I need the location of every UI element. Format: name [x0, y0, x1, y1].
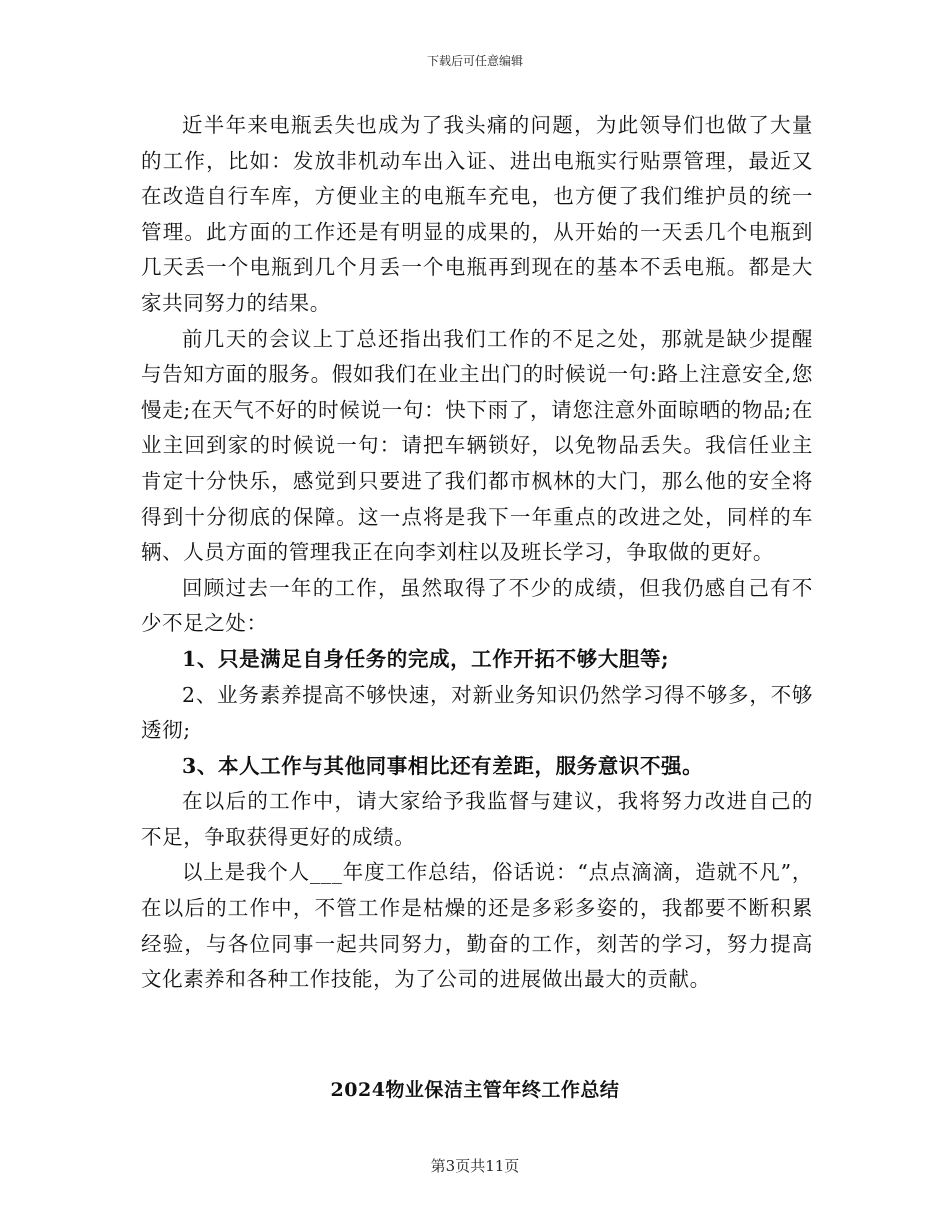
document-body: [141, 108, 813, 998]
paragraph-meeting-feedback: 前几天的会议上丁总还指出我们工作的不足之处，那就是缺少提醒与告知方面的服务。假如我们在业主出门的时候说一句:路上注意安全,您慢走;在天气不好的时候说一句：快下雨了，请您注意外面晾晒的物品;在业主回到家的时候说一句：请把车辆锁好，以免物品丢失。我信任业主肯定十分快乐，感觉到只要进了我们都市枫林的大门，那么他的安全将得到十分彻底的保障。这一点将是我下一年重点的改进之处，同样的车辆、人员方面的管理我正在向李刘柱以及班长学习，争取做的更好。: [141, 326, 813, 565]
section-title: 2024物业保洁主管年终工作总结: [330, 1079, 620, 1101]
paragraph-future-work: 在以后的工作中，请大家给予我监督与建议，我将努力改进自己的不足，争取获得更好的成绩。: [141, 789, 813, 849]
list-item-shortcoming-2: 2、业务素养提高不够快速，对新业务知识仍然学习得不够多，不够透彻;: [141, 682, 813, 743]
paragraph-conclusion: 以上是我个人___年度工作总结，俗话说：“点点滴滴，造就不凡”，在以后的工作中，不管工作是枯燥的还是多彩多姿的，我都要不断积累经验，与各位同事一起共同努力，勤奋的工作，刻苦的学习，努力提高文化素养和各种工作技能，为了公司的进展做出最大的贡献。: [141, 860, 813, 992]
paragraph-battery-theft: 近半年来电瓶丢失也成为了我头痛的问题，为此领导们也做了大量的工作，比如：发放非机动车出入证、进出电瓶实行贴票管理，最近又在改造自行车库，方便业主的电瓶车充电，也方便了我们维护员的统一管理。此方面的工作还是有明显的成果的，从开始的一天丢几个电瓶到几天丢一个电瓶到几个月丢一个电瓶再到现在的基本不丢电瓶。都是大家共同努力的结果。: [141, 113, 813, 315]
list-item-shortcoming-1: 1、只是满足自身任务的完成，工作开拓不够大胆等;: [182, 646, 670, 671]
paragraph-review: 回顾过去一年的工作，虽然取得了不少的成绩，但我仍感自己有不少不足之处：: [141, 575, 813, 636]
page-number-footer: 第3页共11页: [430, 1157, 520, 1175]
list-item-shortcoming-3: 3、本人工作与其他同事相比还有差距，服务意识不强。: [182, 753, 704, 778]
page-header-note: 下载后可任意编辑: [426, 54, 523, 68]
